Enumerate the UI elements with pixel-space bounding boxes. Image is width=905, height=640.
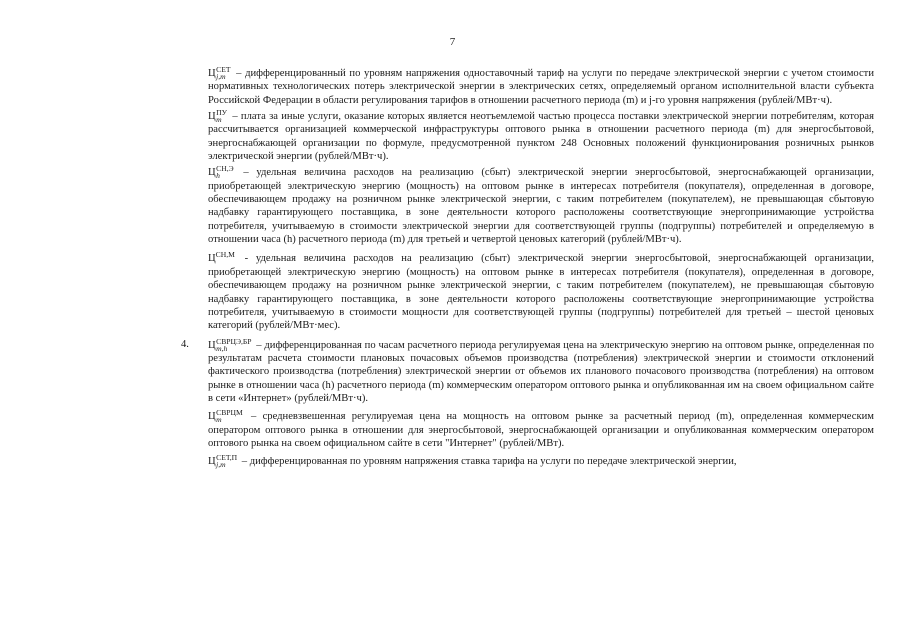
formula-symbol: Ц СЕТ,П j,m xyxy=(208,453,238,470)
page-number: 7 xyxy=(449,36,456,48)
document-body xyxy=(181,65,874,470)
definition-paragraph xyxy=(208,338,874,406)
definition-paragraph xyxy=(208,109,874,163)
definition-text: – средневзвешенная регулируемая цена на мощность на оптовом рынке за расчетный период (m), определенная коммерческим оператором оптового рынка в отношении для энергосбытовой, энергоснабжающей организации и опубликованная коммерческим оператором оптового рынка на своем официальном сайте в сети "Интернет" (рублей/МВт). xyxy=(208,411,874,449)
definition-text: - удельная величина расходов на реализацию (сбыт) электрической энергии энергосбытовой, энергоснабжающей организации, приобретающей электрическую энергию (мощность) на оптовом рынке в интересах потребителя (покупателя), определенная в договоре, обеспечивающем продажу на розничном рынке электрической энергии, с таким потребителем (покупателем), не превышающая сбытовую надбавку гарантирующего поставщика, в зоне деятельности которого расположены соответствующие энергопринимающие устройства потребителя, учитываемую в стоимости мощности для соответствующей группы (подгруппы) потребителей для третьей – шестой ценовых категорий (рублей/МВт·мес). xyxy=(208,253,874,332)
definition-paragraph xyxy=(208,66,874,107)
formula-symbol: $Ц^{СН,М}$ xyxy=(208,250,235,265)
definition-text: – удельная величина расходов на реализацию (сбыт) электрической энергии энергосбытовой, энергоснабжающей организации, приобретающей электрическую энергию (мощность) на оптовом рынке в интересах потребителя (покупателя), определенная в договоре, обеспечивающем продажу на розничном рынке электрической энергии, с таким потребителем (покупателем), не превышающая сбытовую надбавку гарантирующего поставщика, в зоне деятельности которого расположены соответствующие энергопринимающие устройства потребителя, учитываемую в стоимости электрической энергии для соответствующей группы (подгруппы) потребителей и определяемую в отношении часа (h) расчетного периода (m) для третьей и четвертой ценовых категорий (рублей/МВт·ч). xyxy=(208,167,874,246)
list-item-number: 4. xyxy=(181,338,189,350)
formula-symbol: Ц СВРЦМ m xyxy=(208,408,243,425)
definition-paragraph xyxy=(208,454,874,468)
formula-symbol: Ц СВРЦЭ,БР m,h xyxy=(208,336,252,353)
formula-symbol: Ц СЕТ j,m xyxy=(208,65,231,81)
definition-text: – плата за иные услуги, оказание которых является неотъемлемой частью процесса поставки электрической энергии потребителям, которая рассчитывается организацией коммерческой инфраструктуры оптового рынка в отношении расчетного периода (m) для энергосбытовой, энергоснабжающей организации по формуле, предусмотренной пунктом 248 Основных положений функционирования розничных рынков электрической энергии (рублей/МВт·ч). xyxy=(208,111,874,163)
definition-paragraph xyxy=(208,248,874,332)
definition-text: – дифференцированная по часам расчетного периода регулируемая цена на электрическую энергию на оптовом рынке, определенная по результатам расчета стоимости плановых почасовых объемов производства (потребления) электрической энергии и стоимости отклонений фактического производства (потребления) электрической энергии от объемов их планового почасового производства (потребления) на оптовом рынке в отношении часа (h) расчетного периода (m) коммерческим оператором оптового рынка и опубликованная им на своем официальном сайте в сети «Интернет» (рублей/МВт·ч). xyxy=(208,339,874,404)
definition-paragraph xyxy=(208,165,874,246)
definition-text: – дифференцированный по уровням напряжения одноставочный тариф на услуги по передаче электрической энергии с учетом стоимости нормативных технологических потерь электрической энергии в электрических сетях, определяемый органом исполнительной власти субъекта Российской Федерации в области регулирования тарифов в отношении расчетного периода (m) и j-го уровня напряжения (рублей/МВт·ч). xyxy=(208,68,874,106)
definition-paragraph xyxy=(208,409,874,450)
formula-symbol: Ц ПУ m xyxy=(208,108,228,125)
definition-text: – дифференцированная по уровням напряжения ставка тарифа на услуги по передаче электрической энергии, xyxy=(239,456,737,468)
list-item-4 xyxy=(181,336,874,406)
formula-symbol: Ц СН,Э h xyxy=(208,164,234,181)
